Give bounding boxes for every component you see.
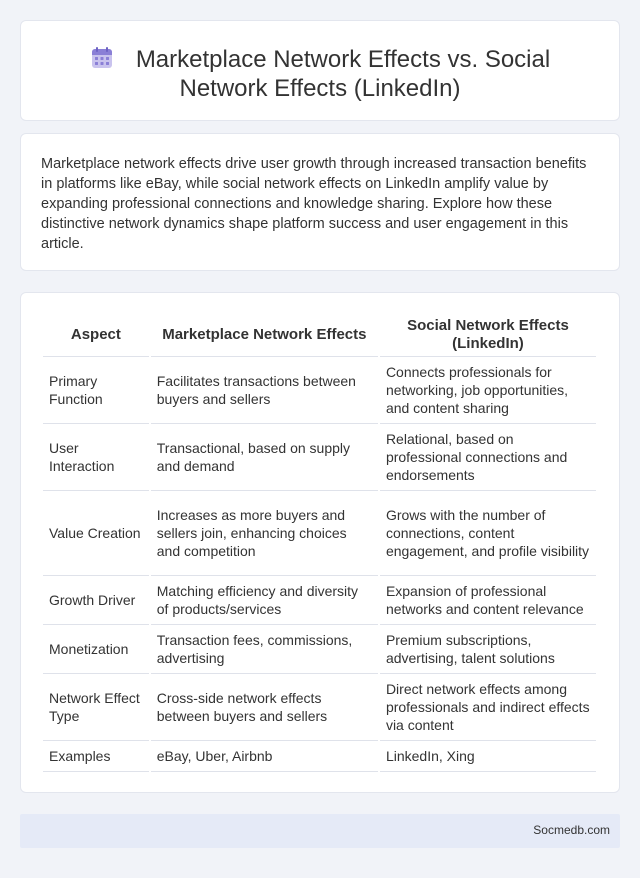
footer-site-label: Socmedb.com	[533, 823, 610, 837]
row-aspect: User Interaction	[43, 424, 149, 491]
footer-bar	[20, 814, 620, 848]
row-social: Relational, based on professional connections and endorsements	[380, 424, 596, 491]
table-row	[43, 625, 596, 674]
row-social: Connects professionals for networking, job opportunities, and content sharing	[380, 357, 596, 424]
header-social: Social Network Effects (LinkedIn)	[380, 313, 596, 357]
row-marketplace: Facilitates transactions between buyers and sellers	[151, 357, 378, 424]
table-header-row	[43, 313, 596, 357]
row-marketplace: Transaction fees, commissions, advertising	[151, 625, 378, 674]
row-marketplace: Cross-side network effects between buyers and sellers	[151, 674, 378, 741]
row-social: Expansion of professional networks and content relevance	[380, 576, 596, 625]
table-row	[43, 357, 596, 424]
intro-text: Marketplace network effects drive user growth through increased transaction benefits in platforms like eBay, while social network effects on LinkedIn amplify value by expanding professional connections and knowledge sharing. Explore how these distinctive network dynamics shape platform success and user engagement in this article.	[41, 156, 587, 252]
table-row	[43, 674, 596, 741]
comparison-table-card	[20, 292, 620, 793]
page-title-line2: Network Effects (LinkedIn)	[179, 75, 461, 102]
calendar-icon	[90, 46, 114, 70]
page-title-line1: Marketplace Network Effects vs. Social	[135, 46, 551, 73]
row-social: Direct network effects among professionals and indirect effects via content	[380, 674, 596, 741]
row-marketplace: Transactional, based on supply and demand	[151, 424, 378, 491]
row-social: Premium subscriptions, advertising, talent solutions	[380, 625, 596, 674]
row-aspect: Value Creation	[43, 491, 149, 576]
table-row	[43, 576, 596, 625]
intro-card	[20, 133, 620, 271]
title-card	[20, 20, 620, 121]
table-row	[43, 741, 596, 772]
table-row	[43, 424, 596, 491]
row-aspect: Growth Driver	[43, 576, 149, 625]
header-aspect: Aspect	[43, 313, 149, 357]
row-marketplace: Increases as more buyers and sellers join, enhancing choices and competition	[151, 491, 378, 576]
row-marketplace: Matching efficiency and diversity of products/services	[151, 576, 378, 625]
header-marketplace: Marketplace Network Effects	[151, 313, 378, 357]
table-row	[43, 491, 596, 576]
row-aspect: Monetization	[43, 625, 149, 674]
row-aspect: Primary Function	[43, 357, 149, 424]
row-aspect: Examples	[43, 741, 149, 772]
row-marketplace: eBay, Uber, Airbnb	[151, 741, 378, 772]
comparison-table	[41, 313, 598, 772]
row-social: LinkedIn, Xing	[380, 741, 596, 772]
title-wrap	[21, 45, 619, 103]
row-aspect: Network Effect Type	[43, 674, 149, 741]
row-social: Grows with the number of connections, content engagement, and profile visibility	[380, 491, 596, 576]
